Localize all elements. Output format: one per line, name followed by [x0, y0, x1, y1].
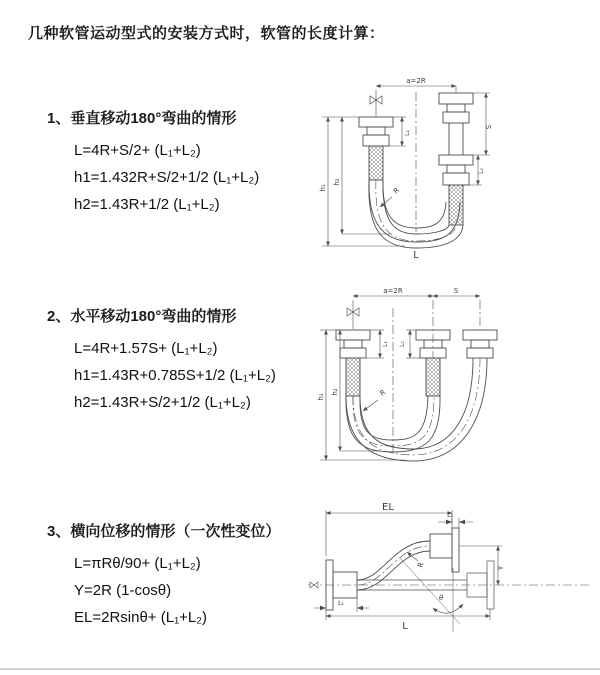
- formula-line: L=4R+1.57S+ (L₁+L₂): [74, 340, 218, 357]
- formula-list: [74, 137, 259, 218]
- section-heading: 1、垂直移动180°弯曲的情形: [47, 110, 237, 127]
- left-flange-assembly: [336, 330, 370, 396]
- formula-line: EL=2Rsinθ+ (L₁+L₂): [74, 609, 208, 626]
- left-flange-assembly: [359, 117, 393, 180]
- section-horizontal-180: [47, 308, 276, 416]
- dimension-lines: [320, 296, 480, 460]
- dim-label-theta: θ: [439, 594, 444, 602]
- right-flange-lower-position: [439, 155, 473, 225]
- formula-list: [74, 335, 276, 416]
- dim-label-l1: L₁: [338, 600, 344, 607]
- hose-u-curves: [346, 358, 487, 461]
- dim-label-h1: h₁: [317, 393, 325, 401]
- section-lateral-displacement: [47, 523, 280, 631]
- dim-label-r: R: [378, 388, 388, 398]
- formula-line: L=4R+S/2+ (L₁+L₂): [74, 142, 201, 159]
- formula-line: h1=1.432R+S/2+1/2 (L₁+L₂): [74, 169, 260, 186]
- dim-label-r: R: [416, 561, 426, 569]
- diagram-horizontal-180-bend: [310, 282, 600, 467]
- formula-line: h1=1.43R+0.785S+1/2 (L₁+L₂): [74, 367, 276, 384]
- dim-label-a2r: a=2R: [383, 287, 403, 295]
- centerlines: [308, 546, 592, 585]
- dim-label-a2r: a=2R: [406, 77, 426, 85]
- dim-label-l2: L₂: [478, 168, 485, 174]
- formula-list: [74, 550, 280, 631]
- right-flange-moved-position: [463, 330, 497, 358]
- valve-symbol: [310, 582, 318, 588]
- right-flange-upper-position: [439, 93, 473, 155]
- dim-label-l: L: [413, 250, 419, 260]
- dim-label-l2: L₂: [399, 341, 406, 347]
- dim-label-l1: L₁: [404, 130, 411, 136]
- formula-line: Y=2R (1-cosθ): [74, 582, 172, 599]
- dim-label-l2: L₂: [447, 512, 453, 519]
- formula-line: h2=1.43R+S/2+1/2 (L₁+L₂): [74, 394, 251, 411]
- section-heading: 3、横向位移的情形（一次性变位）: [47, 523, 281, 540]
- page-title: 几种软管运动型式的安装方式时，软管的长度计算：: [28, 25, 385, 42]
- section-heading: 2、水平移动180°弯曲的情形: [47, 308, 237, 325]
- formula-line: h2=1.43R+1/2 (L₁+L₂): [74, 196, 220, 213]
- dim-label-l1: L₁: [382, 341, 389, 347]
- dim-label-h2: h₂: [333, 178, 341, 186]
- middle-flange-assembly: [416, 330, 450, 396]
- dim-label-el: EL: [382, 502, 394, 513]
- dim-label-l: L: [402, 621, 408, 632]
- dim-label-h1: h₁: [319, 184, 327, 192]
- dimension-lines: [314, 510, 502, 632]
- raised-flange-assembly: [430, 528, 459, 572]
- dim-label-y: Y: [497, 565, 505, 571]
- diagram-vertical-180-bend: [310, 70, 600, 260]
- dim-label-s: S: [485, 124, 493, 130]
- diagram-lateral-displacement: [300, 500, 600, 652]
- dim-label-r: R: [392, 186, 402, 196]
- page-bottom-edge: [0, 668, 600, 670]
- formula-line: L=πRθ/90+ (L₁+L₂): [74, 555, 201, 572]
- dim-label-s: S: [453, 287, 459, 295]
- dim-label-h2: h₂: [331, 388, 339, 396]
- section-vertical-180: [47, 110, 259, 218]
